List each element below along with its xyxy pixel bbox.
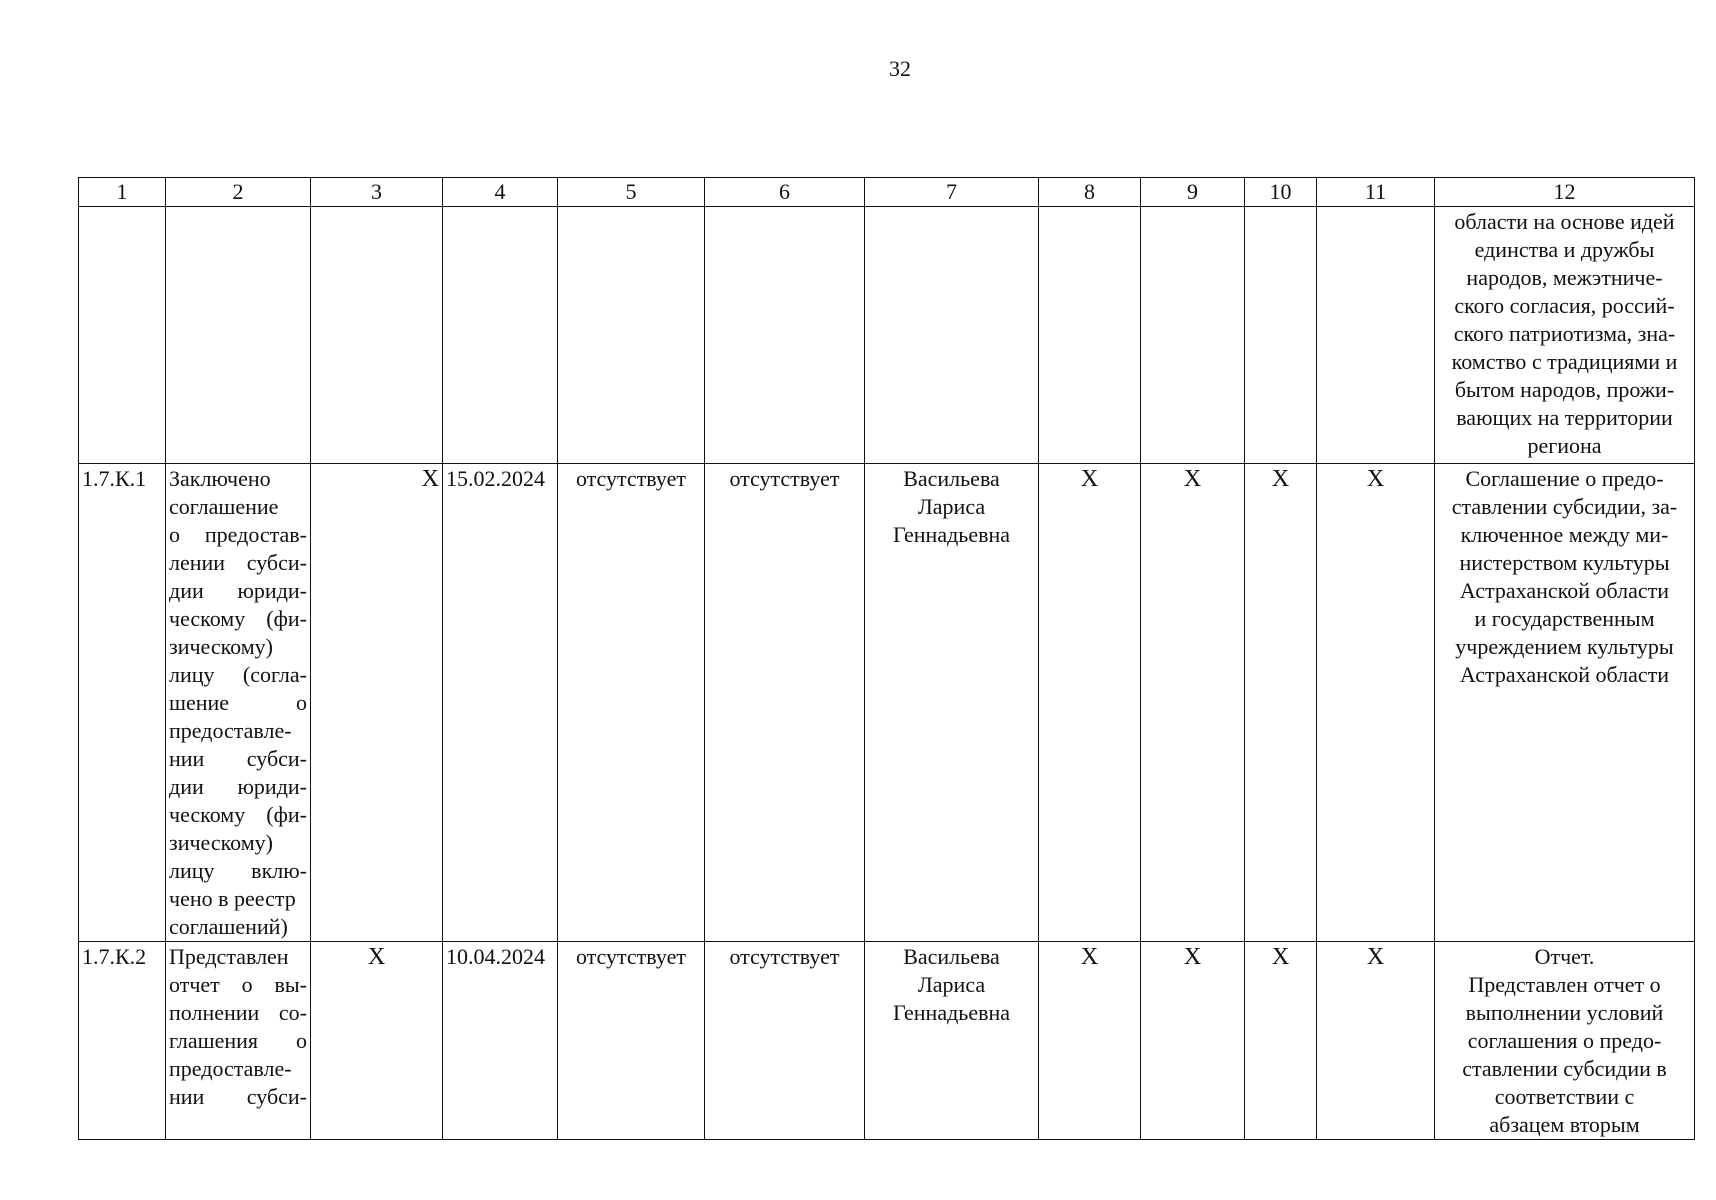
result-line: Представлен отчет о	[1468, 972, 1661, 997]
table-row	[79, 942, 1695, 1140]
column-header: 10	[1245, 178, 1317, 207]
table-cell	[705, 207, 865, 464]
result-line: Соглашение о предо-	[1465, 466, 1664, 491]
result-line: ского патриотизма, зна-	[1453, 321, 1676, 346]
description-line: лении субси-	[169, 550, 307, 575]
result-line: абзацем вторым	[1489, 1112, 1640, 1137]
status-cell: отсутствует	[705, 942, 865, 1140]
column-header: 5	[558, 178, 705, 207]
status-cell: отсутствует	[558, 464, 705, 942]
description-line: о предостав-	[169, 522, 307, 547]
result-line: региона	[1527, 433, 1602, 458]
description-line: Заключено	[169, 466, 271, 491]
result-line: нистерством культуры	[1459, 550, 1670, 575]
description-line: дии юриди-	[169, 774, 307, 799]
responsible-line: Васильева	[903, 944, 1000, 969]
responsible-line: Геннадьевна	[892, 1000, 1011, 1025]
result-line: вающих на территории	[1456, 405, 1673, 430]
result-line: соответствии с	[1494, 1084, 1635, 1109]
description-line: полнении со-	[169, 1000, 307, 1025]
table-cell	[1245, 207, 1317, 464]
table-cell	[558, 207, 705, 464]
responsible-line: Геннадьевна	[892, 522, 1011, 547]
description-line: предоставле-	[169, 718, 292, 743]
page-number: 32	[889, 56, 911, 81]
result-line: единства и дружбы	[1474, 237, 1655, 262]
x-mark: X	[1245, 464, 1317, 942]
result-line: и государственным	[1474, 606, 1655, 631]
responsible-line: Васильева	[903, 466, 1000, 491]
result-line: народов, межэтниче-	[1466, 265, 1663, 290]
column-header: 2	[166, 178, 311, 207]
description-line: нии субси-	[169, 746, 307, 771]
result-cell	[1435, 464, 1695, 942]
result-line: ключенное между ми-	[1460, 522, 1669, 547]
event-description	[166, 942, 311, 1140]
result-line: Астраханской области	[1459, 662, 1670, 687]
description-line: лицу (согла-	[169, 662, 307, 687]
result-cell	[1435, 942, 1695, 1140]
description-line: соглашений)	[169, 914, 288, 939]
result-line: Астраханской области	[1459, 578, 1670, 603]
column-header: 4	[443, 178, 558, 207]
column-header: 9	[1141, 178, 1245, 207]
result-line: учреждением культуры	[1455, 634, 1674, 659]
status-cell: отсутствует	[558, 942, 705, 1140]
table-row-continuation	[79, 207, 1695, 464]
result-line: ского согласия, россий-	[1454, 293, 1675, 318]
result-line: комство с традициями и	[1451, 349, 1678, 374]
column-header: 7	[865, 178, 1039, 207]
x-mark: X	[1317, 464, 1435, 942]
x-mark: X	[1141, 464, 1245, 942]
responsible-person	[865, 942, 1039, 1140]
result-line: бытом народов, прожи-	[1454, 377, 1675, 402]
description-line: чено в реестр	[169, 886, 296, 911]
x-mark: X	[1039, 942, 1141, 1140]
description-line: лицу вклю-	[169, 858, 307, 883]
x-mark: X	[1245, 942, 1317, 1140]
x-mark: X	[1141, 942, 1245, 1140]
table-row	[79, 464, 1695, 942]
column-header: 6	[705, 178, 865, 207]
control-point-code: 1.7.К.1	[79, 464, 166, 942]
x-mark: X	[1317, 942, 1435, 1140]
table-cell	[1317, 207, 1435, 464]
table-cell	[443, 207, 558, 464]
x-mark: X	[311, 942, 443, 1140]
result-line: выполнении условий	[1465, 1000, 1664, 1025]
result-line: ставлении субсидии в	[1462, 1056, 1667, 1081]
date-cell: 15.02.2024	[443, 464, 558, 942]
description-line: зическому)	[169, 830, 274, 855]
responsible-line: Лариса	[917, 972, 986, 997]
date-cell: 10.04.2024	[443, 942, 558, 1140]
result-cell	[1435, 207, 1695, 464]
status-cell: отсутствует	[705, 464, 865, 942]
description-line: Представлен	[169, 944, 289, 969]
column-header: 12	[1435, 178, 1695, 207]
event-description	[166, 464, 311, 942]
column-header: 1	[79, 178, 166, 207]
x-mark: X	[311, 464, 443, 942]
description-line: предоставле-	[169, 1056, 292, 1081]
description-line: зическому)	[169, 634, 274, 659]
responsible-person	[865, 464, 1039, 942]
control-point-code: 1.7.К.2	[79, 942, 166, 1140]
column-number-row	[79, 178, 1695, 207]
description-line: ческому (фи-	[169, 606, 307, 631]
table-cell	[311, 207, 443, 464]
table-cell	[79, 207, 166, 464]
result-line: соглашения о предо-	[1467, 1028, 1662, 1053]
description-line: шение о	[169, 690, 307, 715]
table-cell	[1039, 207, 1141, 464]
description-line: ческому (фи-	[169, 802, 307, 827]
result-line: области на основе идей	[1454, 209, 1675, 234]
table-cell	[865, 207, 1039, 464]
x-mark: X	[1039, 464, 1141, 942]
description-line: соглашение	[169, 494, 279, 519]
description-line: дии юриди-	[169, 578, 307, 603]
description-line: глашения о	[169, 1028, 307, 1053]
table-cell	[166, 207, 311, 464]
column-header: 11	[1317, 178, 1435, 207]
column-header: 3	[311, 178, 443, 207]
result-line: Отчет.	[1534, 944, 1595, 969]
column-header: 8	[1039, 178, 1141, 207]
description-line: отчет о вы-	[169, 972, 307, 997]
result-line: ставлении субсидии, за-	[1451, 494, 1678, 519]
description-line: нии субси-	[169, 1084, 307, 1109]
plan-table	[78, 177, 1695, 1140]
table-cell	[1141, 207, 1245, 464]
responsible-line: Лариса	[917, 494, 986, 519]
